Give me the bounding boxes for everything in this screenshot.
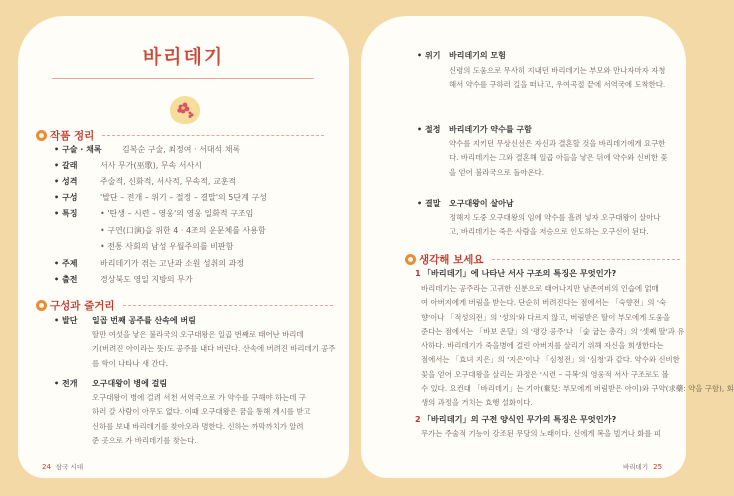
- plot-stage-head: 오구대왕이 살아남: [449, 199, 514, 208]
- plot-paragraph: 신령의 도움으로 무사히 지내던 바리데기는 부모와 만나자마자 자청 해서 약수를 구하러 길을 떠나고, 우여곡절 끝에 서역국에 도착한다.: [449, 66, 666, 90]
- plot-paragraph: 약수를 지키던 무상신선은 자신과 결혼할 것을 바리데기에게 요구한 다. 바리데기는 그와 결혼해 일곱 아들을 낳은 뒤에 약수와 신비한 꽃 을 얻어 불라국으로 돌아온다.: [449, 139, 668, 177]
- bullet-dot-icon: [36, 130, 47, 141]
- plot-paragraph: 오구대왕이 병에 걸려 서천 서역국으로 가 약수를 구해야 하는데 구 하러 갈 사람이 아무도 없다. 이때 오구대왕은 꿈을 통해 계시를 받고 신하를 보내 바리데기를 찾아오라 명한다. 신하는 까막까치가 알려 준 곳으로 가 바리데기를 찾는다.: [92, 393, 311, 445]
- question-heading: 1 「바리데기」에 나타난 서사 구조의 특징은 무엇인가?: [415, 268, 617, 278]
- section-summary-header: 작품 정리: [36, 128, 324, 143]
- page-footer: 바리데기 25: [623, 462, 663, 471]
- plot-paragraph: 딸만 여섯을 낳은 불라국의 오구대왕은 일곱 번째로 태어난 바리데 기(버려진 아이라는 뜻)도 공주를 내다 버린다. 산속에 버려진 바리데기 공주 를 학이 나타나 새 간다.: [92, 330, 336, 368]
- feature-item: • 전통 사회의 남성 우월주의를 비판함: [100, 242, 234, 251]
- flower-icon: [170, 96, 200, 124]
- bullet-dot-icon: [36, 300, 47, 311]
- page-title: 바리데기: [142, 46, 225, 68]
- plot-stage-head: 바리데기의 모험: [449, 51, 506, 60]
- bullet-dot-icon: [405, 254, 416, 265]
- plot-stage-head: 오구대왕이 병에 걸림: [92, 379, 168, 388]
- plot-stage-head: 바리데기가 약수를 구함: [449, 125, 532, 134]
- title-divider: [52, 78, 314, 79]
- answer-paragraph: 무가는 주술적 기능이 강조된 무당의 노래이다. 신에게 복을 빌거나 화를 피: [421, 429, 662, 438]
- book-spine: [349, 16, 361, 478]
- right-page: • 위기 바리데기의 모험 신령의 도움으로 무사히 지내던 바리데기는 부모와 만나자마자 자청 해서 약수를 구하러 길을 떠나고, 우여곡절 끝에 서역국에 도착한다. • 절정 바리데기가 약수를 구함 약수를 지키던 무상신선은 자신과 결혼할 것을 바리데기에게 요구한 다. 바리데기는 그와 결혼해 일곱 아들을 낳은 뒤에 약수와 신비한 꽃 을 얻어 불라국으로 돌아온다. • 결말 오구대왕이 살아남 정해지 도중 오구대왕의 임에 약수를 흘려 넣자 오구대왕이 살아나 고, 바리데기는 죽은 사람을 저승으로 인도하는 오구신이 된다. 생각해 보세요 1 「바리데기」에 나타난 서사 구조의 특징은 무엇인가? 바리데기는 공주라는 고귀한 신분으로 태어나지만 남존여비의 인습에 얽매 여 아버지에게 버림을 받는다. 단순히 버려진다는 점에서는 「숙향전」의 '숙 향'이나 「적성의전」의 '성의'와 다르지 않고, 버림받은 딸이 부모에게 도움을 준다는 점에서는 「바보 온달」의 '평강 공주'나 「숯 굽는 총각」의 '셋째 딸'과 유 사하다. 바리데기가 죽을병에 걸린 아버지를 살리기 위해 자신을 희생한다는 점에서는 「효녀 지은」의 '지은'이나 「심청전」의 '심청'과 같다. 약수와 신비한 꽃을 얻어 오구대왕을 살리는 과정은 '시련 – 극복'의 영웅적 서사 구조로도 볼 수 있다. 요컨대 「바리데기」는 기아(棄兒: 부모에게 버림받은 아이)와 구약(求藥: 약을 구함), 회 생의 과정을 거치는 효행 설화이다. 2 「바리데기」의 구전 양식인 무가의 특징은 무엇인가? 무가는 주술적 기능이 강조된 무당의 노래이다. 신에게 복을 빌거나 화를 피 바리데기 25: [361, 16, 686, 478]
- page-footer: 24 삼국 시대: [42, 462, 84, 471]
- plot-stage-head: 일곱 번째 공주를 산속에 버림: [92, 316, 196, 325]
- plot-paragraph: 정해지 도중 오구대왕의 임에 약수를 흘려 넣자 오구대왕이 살아나 고, 바리데기는 죽은 사람을 저승으로 인도하는 오구신이 된다.: [449, 213, 661, 237]
- feature-item: • 구연(口演)을 위한 4 · 4조의 운문체를 사용함: [100, 226, 266, 235]
- answer-paragraph: 바리데기는 공주라는 고귀한 신분으로 태어나지만 남존여비의 인습에 얽매 여 아버지에게 버림을 받는다. 단순히 버려진다는 점에서는 「숙향전」의 '숙 향'이나 「적성의전」의 '성의'와 다르지 않고, 버림받은 딸이 부모에게 도움을 준다는 점에서는 「바보 온달」의 '평강 공주'나 「숯 굽는 총각」의 '셋째 딸'과 유 사하다. 바리데기가 죽을병에 걸린 아버지를 살리기 위해 자신을 희생한다는 점에서는 「효녀 지은」의 '지은'이나 「심청전」의 '심청'과 같다. 약수와 신비한 꽃을 얻어 오구대왕을 살리는 과정은 '시련 – 극복'의 영웅적 서사 구조로도 볼 수 있다. 요컨대 「바리데기」는 기아(棄兒: 부모에게 버림받은 아이)와 구약(求藥: 약을 구함), 회 생의 과정을 거치는 효행 설화이다.: [421, 284, 734, 408]
- left-page: 바리데기 작품 정리 • 구술 · 채록 김복순 구술, 최정여 · 서대석 채록 • 갈래 서사 무가(巫歌), 무속 서사시 • 성격 주술적, 신화적, 서사적, 무속적, 교훈적 • 구성 '발단 – 전개 – 위기 – 절정 – 결말'의 5단계 구성 • 특징 • '탄생 – 시련 – 영웅'의 영웅 일화적 구조임 • 구연(口演)을 위한 4 · 4조의 운문체를 사용함 • 전통 사회의 남성 우월주의를 비판함 • 주제 바리데기가 겪는 고난과 소원 성취의 과정 • 출전 경상북도 영일 지방의 무가 구성과 줄거리 • 발단 일곱 번째 공주를 산속에 버림 딸만 여섯을 낳은 불라국의 오구대왕은 일곱 번째로 태어난 바리데 기(버려진 아이라는 뜻)도 공주를 내다 버린다. 산속에 버려진 바리데기 공주 를 학이 나타나 새 간다. • 전개 오구대왕이 병에 걸림 오구대왕이 병에 걸려 서천 서역국으로 가 약수를 구해야 하는데 구 하러 갈 사람이 아무도 없다. 이때 오구대왕은 꿈을 통해 계시를 받고 신하를 보내 바리데기를 찾아오라 명한다. 신하는 까막까치가 알려 준 곳으로 가 바리데기를 찾는다. 24 삼국 시대: [18, 16, 349, 478]
- section-plot-header: 구성과 줄거리: [36, 298, 333, 313]
- question-heading: 2 「바리데기」의 구전 양식인 무가의 특징은 무엇인가?: [415, 414, 617, 424]
- section-think-header: 생각해 보세요: [405, 252, 680, 267]
